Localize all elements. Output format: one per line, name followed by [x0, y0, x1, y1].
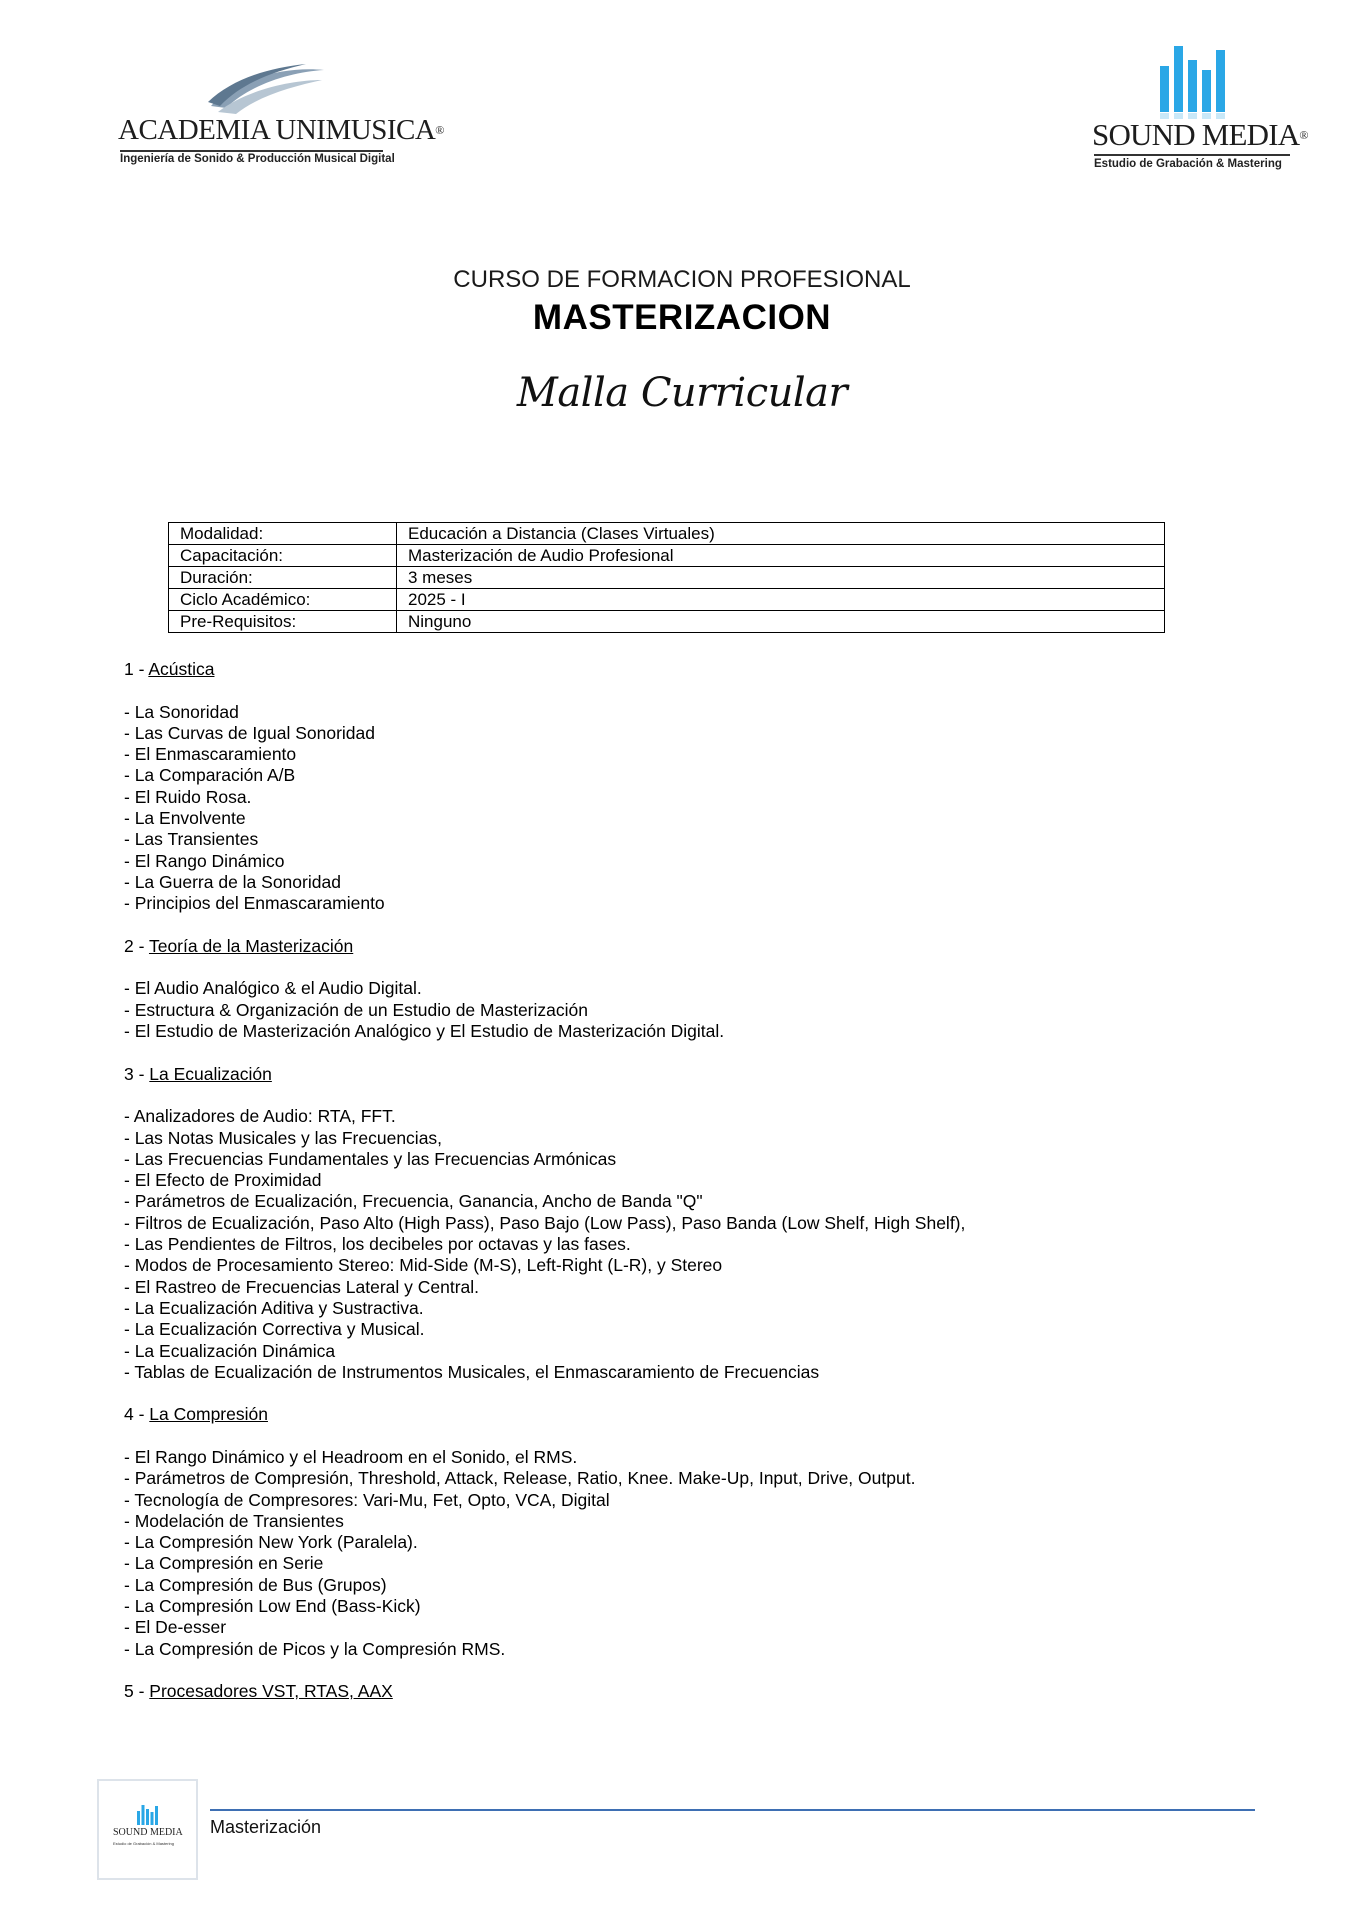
sound-media-logo-rule	[1094, 154, 1290, 156]
list-item: - La Ecualización Dinámica	[124, 1340, 336, 1361]
list-item: - Tablas de Ecualización de Instrumentos Musicales, el Enmascaramiento de Frecuencias	[124, 1361, 820, 1382]
section-number: 2 -	[124, 935, 149, 956]
list-item: - Las Curvas de Igual Sonoridad	[124, 722, 375, 743]
list-item: - Tecnología de Compresores: Vari-Mu, Fet, Opto, VCA, Digital	[124, 1489, 610, 1510]
list-item: - El Estudio de Masterización Analógico y El Estudio de Masterización Digital.	[124, 1021, 725, 1042]
academia-logo-rule	[120, 150, 383, 152]
sound-media-logo	[1090, 40, 1310, 180]
title-block	[0, 266, 1364, 416]
section-number: 5 -	[124, 1681, 150, 1702]
list-item: - Las Pendientes de Filtros, los decibeles por octavas y las fases.	[124, 1234, 631, 1255]
list-item: - La Guerra de la Sonoridad	[124, 871, 341, 892]
section-title: Procesadores VST, RTAS, AAX	[149, 1681, 393, 1702]
footer-equalizer-icon	[137, 1803, 159, 1825]
equalizer-bars-icon	[1160, 40, 1240, 120]
list-item: - Las Frecuencias Fundamentales y las Frecuencias Armónicas	[124, 1148, 617, 1169]
list-item: - La Comparación A/B	[124, 765, 296, 786]
course-info-table	[168, 522, 1165, 633]
academia-logo-tagline: Ingeniería de Sonido & Producción Musical Digital	[120, 153, 395, 165]
footer-logo-name: SOUND MEDIA	[113, 1827, 183, 1838]
section-title: La Compresión	[149, 1404, 268, 1425]
curriculum-content	[124, 659, 1264, 1703]
list-item: - Principios del Enmascaramiento	[124, 893, 385, 914]
list-item: - La Compresión de Picos y la Compresión RMS.	[124, 1638, 506, 1659]
info-row	[169, 589, 1165, 611]
section-title: La Ecualización	[149, 1063, 272, 1084]
info-label: Duración:	[169, 567, 397, 589]
info-value: 2025 - I	[397, 589, 1165, 611]
list-item: - Las Notas Musicales y las Frecuencias,	[124, 1127, 443, 1148]
list-item: - Las Transientes	[124, 829, 259, 850]
list-item: - La Ecualización Aditiva y Sustractiva.	[124, 1297, 424, 1318]
info-row	[169, 567, 1165, 589]
list-item: - El Ruido Rosa.	[124, 786, 252, 807]
document-subtitle: Malla Curricular	[516, 370, 848, 416]
list-item: - La Sonoridad	[124, 701, 239, 722]
footer-logo	[97, 1779, 198, 1880]
list-item: - El Audio Analógico & el Audio Digital.	[124, 978, 422, 999]
section-heading	[124, 1064, 1264, 1085]
info-value: Masterización de Audio Profesional	[397, 545, 1165, 567]
list-item: - El Rango Dinámico y el Headroom en el Sonido, el RMS.	[124, 1446, 578, 1467]
list-item: - La Compresión Low End (Bass-Kick)	[124, 1596, 421, 1617]
info-label: Capacitación:	[169, 545, 397, 567]
list-item: - El Efecto de Proximidad	[124, 1170, 322, 1191]
list-item: - Filtros de Ecualización, Paso Alto (High Pass), Paso Bajo (Low Pass), Paso Banda (Low Shelf, High Shelf),	[124, 1212, 966, 1233]
list-item: - La Envolvente	[124, 808, 246, 829]
list-item: - Analizadores de Audio: RTA, FFT.	[124, 1106, 396, 1127]
section-title: Acústica	[148, 659, 215, 679]
section-title: Teoría de la Masterización	[148, 935, 354, 956]
footer-rule	[210, 1809, 1255, 1811]
list-item: - Estructura & Organización de un Estudio de Masterización	[124, 999, 588, 1020]
list-item: - La Compresión New York (Paralela).	[124, 1532, 418, 1553]
list-item: - Parámetros de Compresión, Threshold, Attack, Release, Ratio, Knee. Make-Up, Input, Drive, Output.	[124, 1468, 916, 1489]
course-name: MASTERIZACION	[532, 298, 832, 337]
list-item: - El De-esser	[124, 1617, 227, 1638]
footer-text: Masterización	[210, 1817, 322, 1837]
section-number: 4 -	[124, 1404, 150, 1425]
sound-media-logo-name: SOUND MEDIA®	[1092, 117, 1308, 152]
list-item: - El Enmascaramiento	[124, 744, 297, 765]
footer-logo-tagline: Estudio de Grabación & Mastering	[113, 1841, 174, 1846]
course-type: CURSO DE FORMACION PROFESIONAL	[453, 266, 911, 293]
info-label: Pre-Requisitos:	[169, 611, 397, 633]
info-label: Ciclo Académico:	[169, 589, 397, 611]
info-row	[169, 523, 1165, 545]
list-item: - Modos de Procesamiento Stereo: Mid-Side (M-S), Left-Right (L-R), y Stereo	[124, 1255, 723, 1276]
list-item: - Modelación de Transientes	[124, 1510, 344, 1531]
info-value: Educación a Distancia (Clases Virtuales)	[397, 523, 1165, 545]
section-heading	[124, 659, 1264, 680]
info-value: 3 meses	[397, 567, 1165, 589]
list-item: - La Compresión de Bus (Grupos)	[124, 1574, 387, 1595]
list-item: - El Rango Dinámico	[124, 850, 285, 871]
list-item: - El Rastreo de Frecuencias Lateral y Central.	[124, 1276, 480, 1297]
sound-media-logo-tagline: Estudio de Grabación & Mastering	[1094, 158, 1282, 170]
section-number: 3 -	[124, 1063, 150, 1084]
info-row	[169, 611, 1165, 633]
academia-logo-name: ACADEMIA UNIMUSICA®	[118, 114, 444, 146]
list-item: - La Ecualización Correctiva y Musical.	[124, 1319, 425, 1340]
list-item: - Parámetros de Ecualización, Frecuencia, Ganancia, Ancho de Banda "Q"	[124, 1191, 703, 1212]
section-heading	[124, 1404, 1264, 1425]
section-number: 1 -	[124, 659, 149, 679]
info-row	[169, 545, 1165, 567]
section-heading	[124, 936, 1264, 957]
list-item: - La Compresión en Serie	[124, 1553, 324, 1574]
info-value: Ninguno	[397, 611, 1165, 633]
academia-unimusica-logo	[118, 58, 444, 168]
info-label: Modalidad:	[169, 523, 397, 545]
section-heading	[124, 1681, 1264, 1702]
swoosh-icon	[206, 58, 326, 118]
